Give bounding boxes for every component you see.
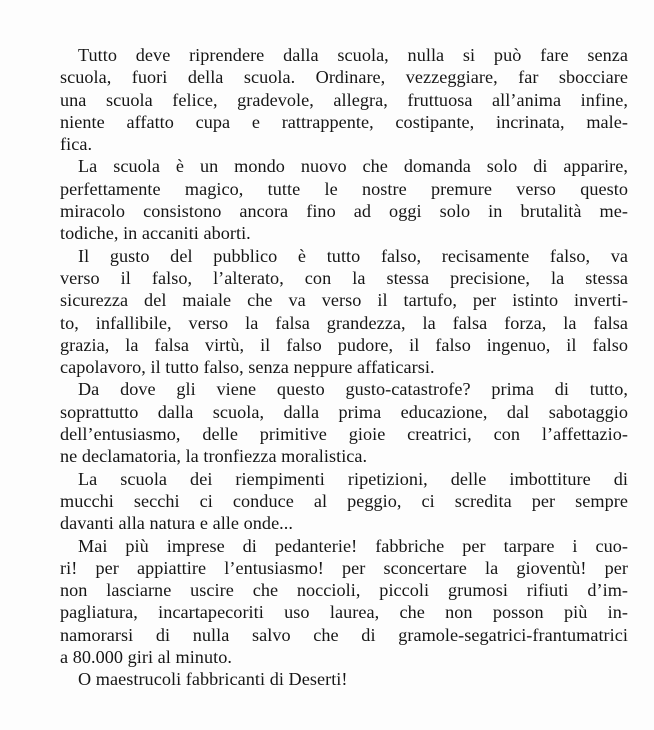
text-line: davanti alla natura e alle onde...: [60, 513, 293, 534]
paragraph-5: [60, 468, 628, 535]
paragraph-7: [60, 668, 628, 690]
text-line: fica.: [60, 134, 93, 155]
text-line: pagliatura, incartapecoriti uso laurea, che non posson più in-: [60, 602, 628, 623]
text-line: Da dove gli viene questo gusto-catastrofe? prima di tutto,: [78, 379, 628, 400]
text-line: O maestrucoli fabbricanti di Deserti!: [78, 669, 348, 690]
text-line: capolavoro, il tutto falso, senza neppure affaticarsi.: [60, 357, 435, 378]
paragraph-6: [60, 535, 628, 669]
text-line: Il gusto del pubblico è tutto falso, recisamente falso, va: [78, 245, 628, 266]
text-line: Mai più imprese di pedanterie! fabbriche per tarpare i cuo-: [78, 535, 628, 556]
text-line: perfettamente magico, tutte le nostre premure verso questo: [60, 178, 628, 199]
text-line: La scuola dei riempimenti ripetizioni, delle imbottiture di: [78, 468, 628, 489]
text-line: ri! per appiattire l’entusiasmo! per sconcertare la gioventù! per: [60, 557, 628, 578]
text-line: una scuola felice, gradevole, allegra, fruttuosa all’anima infine,: [60, 89, 628, 110]
text-line: verso il falso, l’alterato, con la stessa precisione, la stessa: [60, 267, 628, 288]
text-line: to, infallibile, verso la falsa grandezza, la falsa forza, la falsa: [60, 312, 628, 333]
paragraph-2: [60, 155, 628, 244]
text-line: La scuola è un mondo nuovo che domanda solo di apparire,: [78, 156, 628, 177]
text-line: mucchi secchi ci conduce al peggio, ci scredita per sempre: [60, 490, 628, 511]
text-line: niente affatto cupa e rattrappente, costipante, incrinata, male-: [60, 111, 628, 132]
text-line: scuola, fuori della scuola. Ordinare, vezzeggiare, far sbocciare: [60, 67, 628, 88]
paragraph-4: [60, 378, 628, 467]
text-line: a 80.000 giri al minuto.: [60, 647, 232, 668]
text-line: grazia, la falsa virtù, il falso pudore, il falso ingenuo, il falso: [60, 334, 628, 355]
text-line: namorarsi di nulla salvo che di gramole-segatrici-frantumatrici: [60, 624, 628, 645]
paragraph-3: [60, 245, 628, 379]
text-line: dell’entusiasmo, delle primitive gioie creatrici, con l’affettazio-: [60, 424, 628, 445]
text-line: ne declamatoria, la tronfiezza moralistica.: [60, 446, 368, 467]
text-line: miracolo consistono ancora fino ad oggi solo in brutalità me-: [60, 201, 628, 222]
text-line: soprattutto dalla scuola, dalla prima educazione, dal sabotaggio: [60, 401, 628, 422]
body-text: [60, 44, 628, 691]
text-line: non lasciarne uscire che noccioli, piccoli grumosi rifiuti d’im-: [60, 580, 628, 601]
paragraph-1: [60, 44, 628, 155]
text-line: sicurezza del maiale che va verso il tartufo, per istinto inverti-: [60, 290, 628, 311]
text-line: Tutto deve riprendere dalla scuola, nulla si può fare senza: [78, 45, 628, 65]
text-line: todiche, in accaniti aborti.: [60, 223, 251, 244]
